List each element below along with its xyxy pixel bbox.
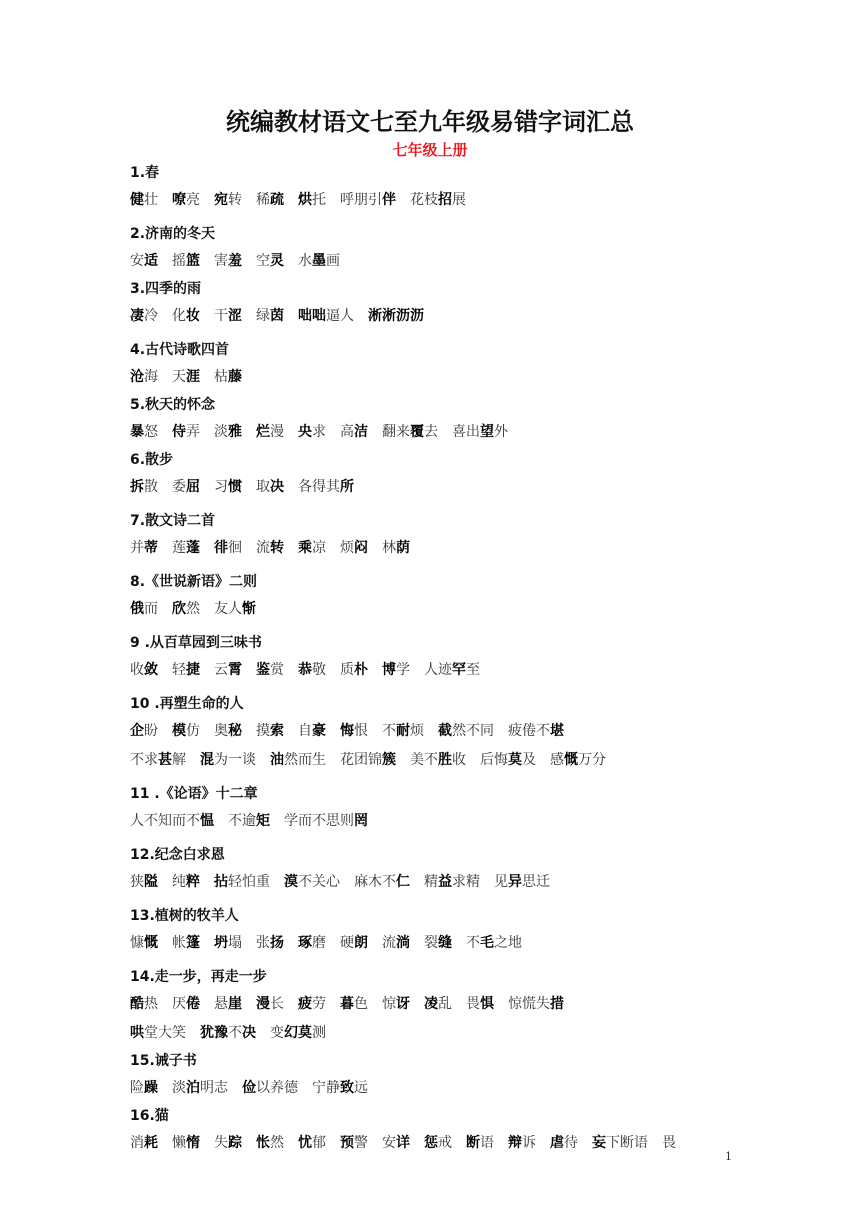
vocabulary-term: 裂缝: [424, 935, 452, 951]
vocabulary-term: 淡泊明志: [172, 1080, 228, 1096]
vocabulary-term: 收敛: [130, 662, 158, 678]
vocabulary-term: 琢磨: [298, 935, 326, 951]
vocabulary-list: [130, 160, 770, 1164]
vocabulary-term: 见异思迁: [494, 874, 550, 890]
section-heading: 9 .从百草园到三味书: [130, 635, 262, 651]
vocabulary-term: 空灵: [256, 253, 284, 269]
vocabulary-term: 暮色: [340, 996, 368, 1012]
vocabulary-term: 乘凉: [298, 540, 326, 556]
word-row: [130, 363, 770, 392]
vocabulary-term: 质朴: [340, 662, 368, 678]
vocabulary-term: 预警: [340, 1135, 368, 1151]
vocabulary-term: 虐待: [550, 1135, 578, 1151]
document-subtitle: 七年级上册: [392, 141, 468, 159]
vocabulary-term: 稀疏: [256, 192, 284, 208]
vocabulary-term: 断语: [466, 1135, 494, 1151]
vocabulary-term: 凄冷: [130, 308, 158, 324]
vocabulary-term: 各得其所: [298, 479, 354, 495]
section-heading: 13.植树的牧羊人: [130, 908, 239, 924]
vocabulary-term: 犹豫不决: [200, 1025, 256, 1041]
vocabulary-term: 俄而: [130, 601, 158, 617]
vocabulary-term: 花团锦簇: [340, 752, 396, 768]
vocabulary-term: 暴怒: [130, 424, 158, 440]
section-heading: 5.秋天的怀念: [130, 397, 216, 413]
word-row: [130, 990, 770, 1019]
section-heading: 8.《世说新语》二则: [130, 574, 258, 590]
vocabulary-term: 宁静致远: [312, 1080, 368, 1096]
word-row: [130, 247, 770, 276]
vocabulary-term: 混为一谈: [200, 752, 256, 768]
section-heading: 6.散步: [130, 452, 174, 468]
vocabulary-term: 疲劳: [298, 996, 326, 1012]
vocabulary-term: 干涩: [214, 308, 242, 324]
word-row: [130, 595, 770, 624]
vocabulary-term: 怅然: [256, 1135, 284, 1151]
section-heading: 15.诫子书: [130, 1053, 197, 1069]
vocabulary-term: 委屈: [172, 479, 200, 495]
vocabulary-term: 奥秘: [214, 723, 242, 739]
vocabulary-term: 感慨万分: [550, 752, 606, 768]
vocabulary-term: 硬朗: [340, 935, 368, 951]
section-heading: 2.济南的冬天: [130, 226, 216, 242]
vocabulary-term: 花枝招展: [410, 192, 466, 208]
vocabulary-term: 辩诉: [508, 1135, 536, 1151]
vocabulary-term: 悔恨: [340, 723, 368, 739]
vocabulary-term: 坍塌: [214, 935, 242, 951]
vocabulary-term: 沧海: [130, 369, 158, 385]
vocabulary-term: 变幻莫测: [270, 1025, 326, 1041]
vocabulary-term: 林荫: [382, 540, 410, 556]
section-heading: 4.古代诗歌四首: [130, 342, 230, 358]
vocabulary-term: 不求甚解: [130, 752, 186, 768]
word-row: [130, 186, 770, 215]
vocabulary-term: 摸索: [256, 723, 284, 739]
vocabulary-term: 绿茵: [256, 308, 284, 324]
vocabulary-term: 惊慌失措: [508, 996, 564, 1012]
vocabulary-term: 慷慨: [130, 935, 158, 951]
vocabulary-term: 轻捷: [172, 662, 200, 678]
page-number: 1: [725, 1150, 732, 1163]
vocabulary-term: 疲倦不堪: [508, 723, 564, 739]
vocabulary-term: 博学: [382, 662, 410, 678]
vocabulary-term: 截然不同: [438, 723, 494, 739]
vocabulary-term: 狭隘: [130, 874, 158, 890]
section-heading: 11 .《论语》十二章: [130, 786, 258, 802]
vocabulary-term: 高洁: [340, 424, 368, 440]
word-row: [130, 807, 770, 836]
word-row: [130, 929, 770, 958]
vocabulary-term: 拈轻怕重: [214, 874, 270, 890]
vocabulary-term: 友人惭: [214, 601, 256, 617]
vocabulary-term: 不毛之地: [466, 935, 522, 951]
vocabulary-term: 俭以养德: [242, 1080, 298, 1096]
vocabulary-term: 水墨画: [298, 253, 340, 269]
vocabulary-term: 学而不思则罔: [284, 813, 368, 829]
word-row: [130, 418, 770, 447]
vocabulary-term: 厌倦: [172, 996, 200, 1012]
vocabulary-term: 人迹罕至: [424, 662, 480, 678]
vocabulary-term: 摇篮: [172, 253, 200, 269]
vocabulary-term: 淅淅沥沥: [368, 308, 424, 324]
word-row: [130, 868, 770, 897]
vocabulary-term: 宛转: [214, 192, 242, 208]
vocabulary-term: 帐篷: [172, 935, 200, 951]
vocabulary-term: 烂漫: [256, 424, 284, 440]
vocabulary-term: 徘徊: [214, 540, 242, 556]
vocabulary-term: 侍弄: [172, 424, 200, 440]
vocabulary-term: 张扬: [256, 935, 284, 951]
vocabulary-term: 人不知而不愠: [130, 813, 214, 829]
vocabulary-term: 不耐烦: [382, 723, 424, 739]
section-heading: 16.猫: [130, 1108, 169, 1124]
vocabulary-term: 取决: [256, 479, 284, 495]
vocabulary-term: 后悔莫及: [480, 752, 536, 768]
word-row: [130, 1019, 770, 1048]
vocabulary-term: 天涯: [172, 369, 200, 385]
vocabulary-term: 呼朋引伴: [340, 192, 396, 208]
vocabulary-term: 模仿: [172, 723, 200, 739]
vocabulary-term: 美不胜收: [410, 752, 466, 768]
section-heading: 7.散文诗二首: [130, 513, 216, 529]
vocabulary-term: 漫长: [256, 996, 284, 1012]
vocabulary-term: 云霄: [214, 662, 242, 678]
vocabulary-term: 不逾矩: [228, 813, 270, 829]
vocabulary-term: 习惯: [214, 479, 242, 495]
word-row: [130, 717, 770, 746]
vocabulary-term: 妄下断语: [592, 1135, 648, 1151]
vocabulary-term: 麻木不仁: [354, 874, 410, 890]
vocabulary-term: 流淌: [382, 935, 410, 951]
vocabulary-term: 咄咄逼人: [298, 308, 354, 324]
vocabulary-term: 畏惧: [466, 996, 494, 1012]
word-row: [130, 302, 770, 331]
word-row: [130, 1074, 770, 1103]
section-heading: 10 .再塑生命的人: [130, 696, 244, 712]
vocabulary-term: 纯粹: [172, 874, 200, 890]
vocabulary-term: 化妆: [172, 308, 200, 324]
vocabulary-term: 烦闷: [340, 540, 368, 556]
vocabulary-term: 险躁: [130, 1080, 158, 1096]
vocabulary-term: 消耗: [130, 1135, 158, 1151]
vocabulary-term: 哄堂大笑: [130, 1025, 186, 1041]
vocabulary-term: 油然而生: [270, 752, 326, 768]
vocabulary-term: 淡雅: [214, 424, 242, 440]
vocabulary-term: 失踪: [214, 1135, 242, 1151]
vocabulary-term: 喜出望外: [452, 424, 508, 440]
vocabulary-term: 凌乱: [424, 996, 452, 1012]
word-row: [130, 534, 770, 563]
vocabulary-term: 并蒂: [130, 540, 158, 556]
vocabulary-term: 莲蓬: [172, 540, 200, 556]
vocabulary-term: 嘹亮: [172, 192, 200, 208]
vocabulary-term: 欣然: [172, 601, 200, 617]
vocabulary-term: 枯藤: [214, 369, 242, 385]
vocabulary-term: 安适: [130, 253, 158, 269]
vocabulary-term: 懒惰: [172, 1135, 200, 1151]
vocabulary-term: 健壮: [130, 192, 158, 208]
vocabulary-term: 精益求精: [424, 874, 480, 890]
section-heading: 14.走一步，再走一步: [130, 969, 267, 985]
vocabulary-term: 拆散: [130, 479, 158, 495]
vocabulary-term: 企盼: [130, 723, 158, 739]
vocabulary-term: 央求: [298, 424, 326, 440]
word-row: [130, 656, 770, 685]
vocabulary-term: 漠不关心: [284, 874, 340, 890]
vocabulary-term: 鉴赏: [256, 662, 284, 678]
document-title: 统编教材语文七至九年级易错字词汇总: [226, 108, 634, 136]
vocabulary-term: 翻来覆去: [382, 424, 438, 440]
vocabulary-term: 自豪: [298, 723, 326, 739]
vocabulary-term: 惊讶: [382, 996, 410, 1012]
vocabulary-term: 安详: [382, 1135, 410, 1151]
vocabulary-term: 酷热: [130, 996, 158, 1012]
vocabulary-term: 畏: [662, 1135, 676, 1151]
vocabulary-term: 害羞: [214, 253, 242, 269]
vocabulary-term: 恭敬: [298, 662, 326, 678]
vocabulary-term: 烘托: [298, 192, 326, 208]
section-heading: 12.纪念白求恩: [130, 847, 225, 863]
section-heading: 1.春: [130, 165, 160, 181]
vocabulary-term: 悬崖: [214, 996, 242, 1012]
word-row: [130, 746, 770, 775]
vocabulary-term: 流转: [256, 540, 284, 556]
section-heading: 3.四季的雨: [130, 281, 202, 297]
vocabulary-term: 惩戒: [424, 1135, 452, 1151]
vocabulary-term: 忧郁: [298, 1135, 326, 1151]
word-row: [130, 1129, 770, 1158]
word-row: [130, 473, 770, 502]
